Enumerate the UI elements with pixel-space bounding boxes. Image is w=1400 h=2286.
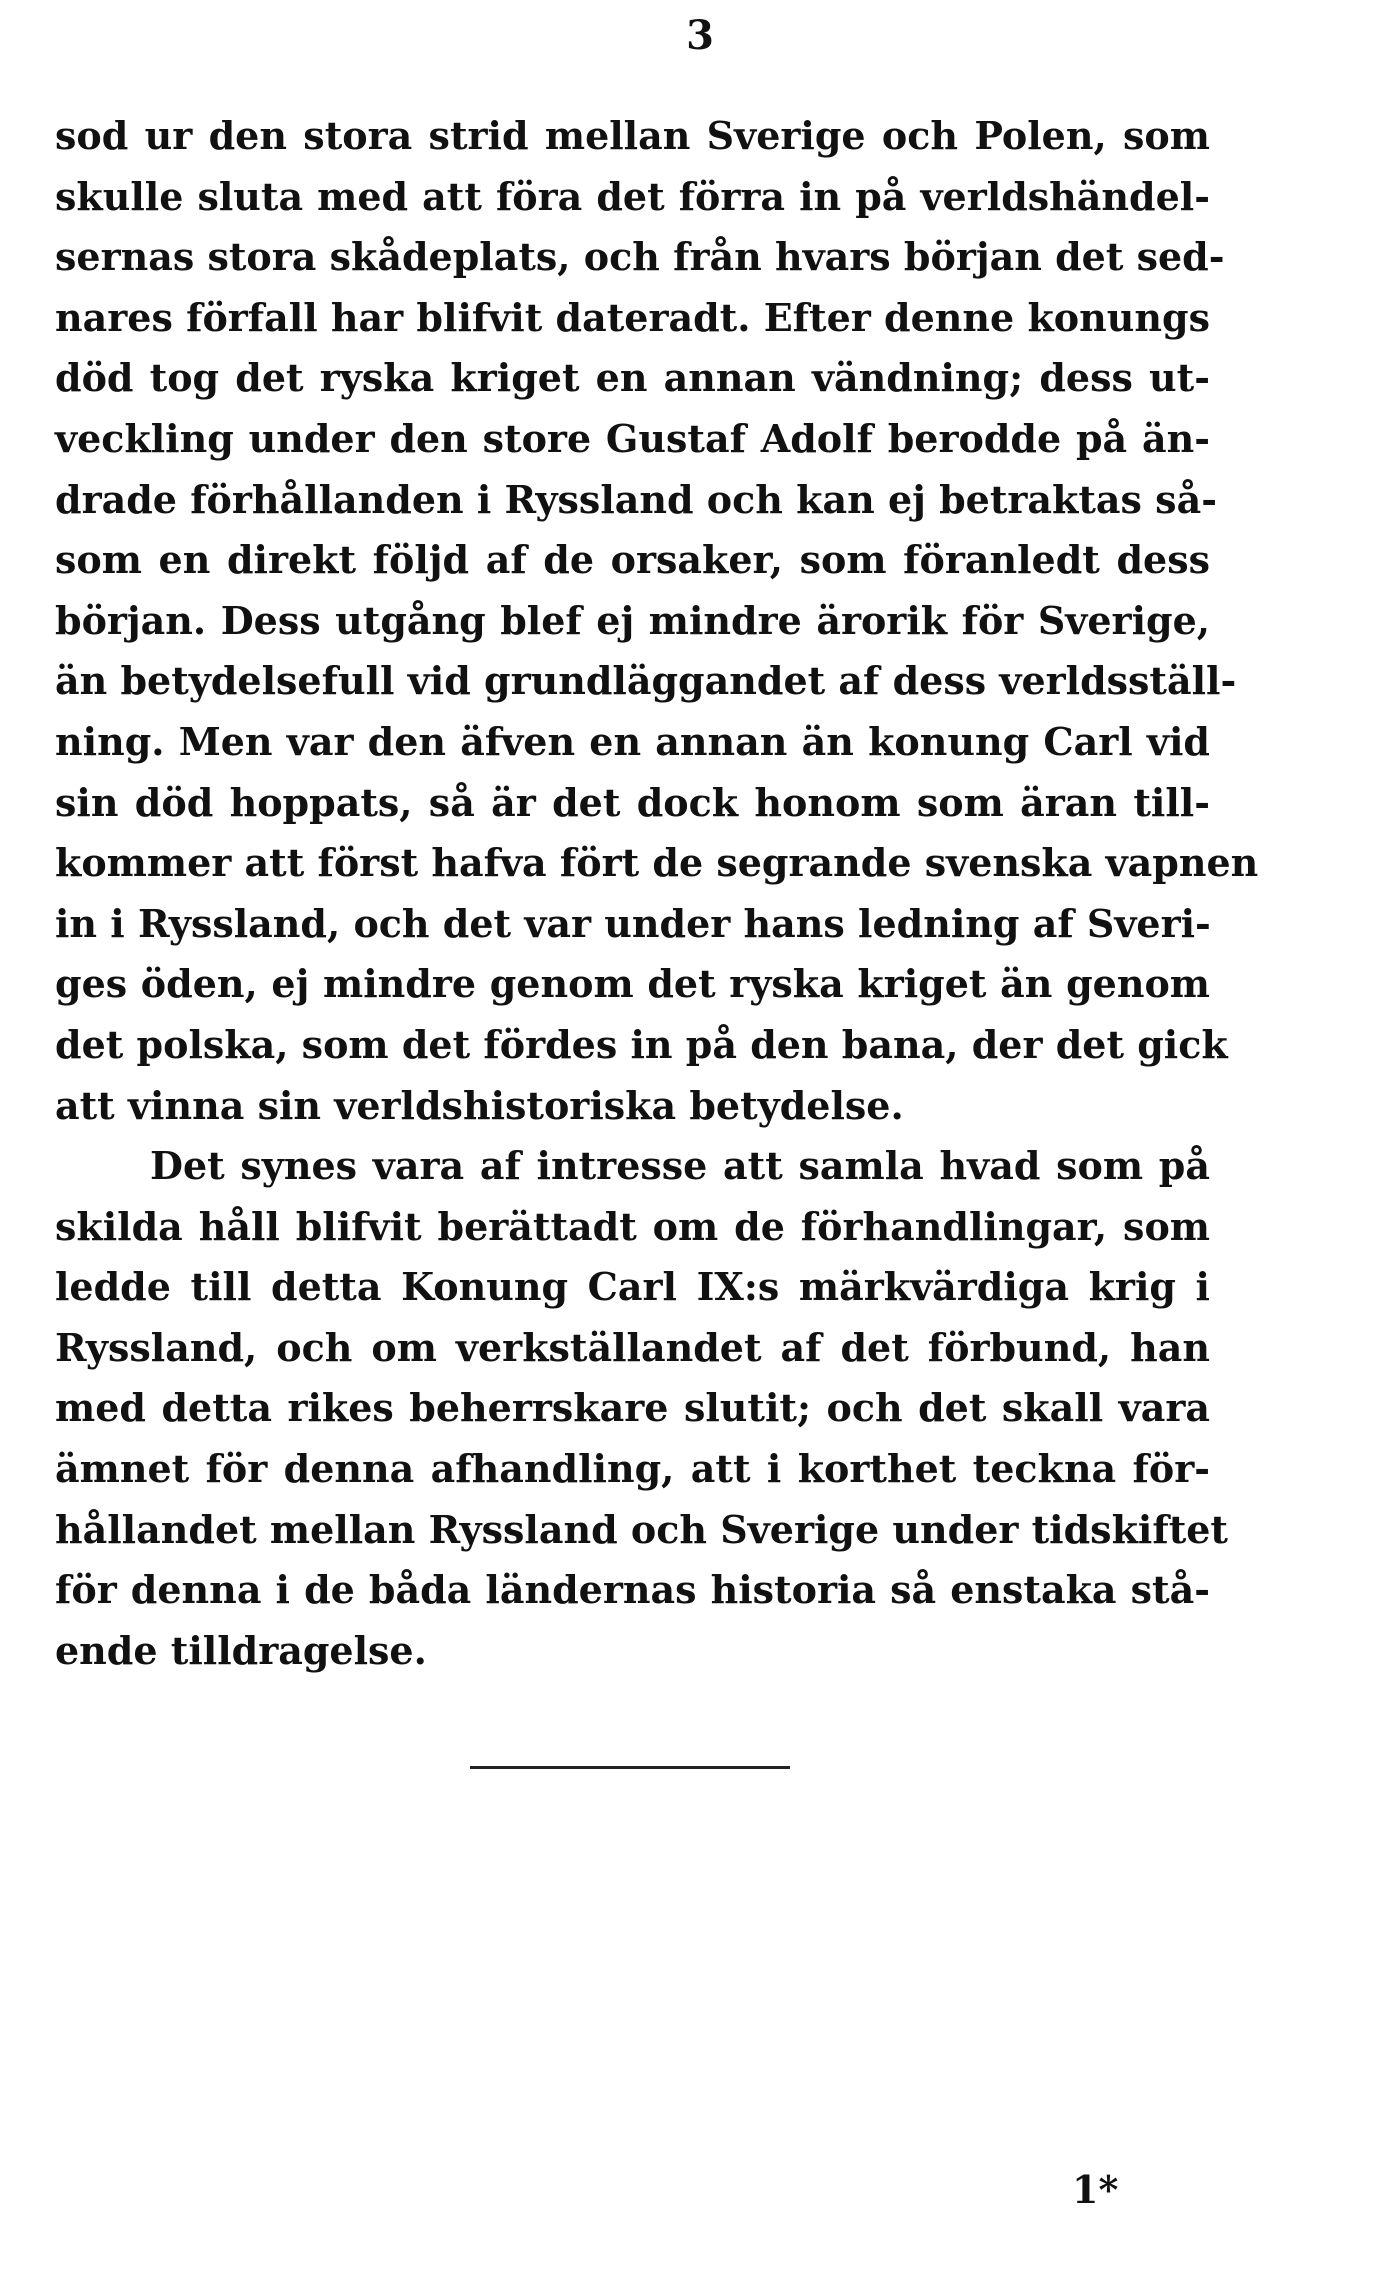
text-line: skulle sluta med att föra det förra in på verldshändel- [55,173,1210,219]
text-line: början. Dess utgång blef ej mindre ärorik för Sverige, [55,597,1210,643]
paragraph-start-line: Det synes vara af intresse att samla hvad som på [150,1143,1210,1189]
text-line: ledde till detta Konung Carl IX:s märkvärdiga krig i [55,1264,1210,1310]
body-text [55,106,1259,1681]
text-line: det polska, som det fördes in på den bana, der det gick [55,1021,1228,1067]
text-line: ges öden, ej mindre genom det ryska kriget än genom [55,961,1210,1007]
text-line: sod ur den stora strid mellan Sverige och Polen, som [55,113,1210,158]
text-line: veckling under den store Gustaf Adolf berodde på än- [55,415,1210,461]
text-line: för denna i de båda ländernas historia så enstaka stå- [55,1567,1210,1613]
text-line: än betydelsefull vid grundläggandet af dess verldsställ- [55,658,1237,704]
text-line: kommer att först hafva fört de segrande svenska vapnen [55,840,1259,886]
text-line: ning. Men var den äfven en annan än konung Carl vid [55,718,1210,764]
text-line: sernas stora skådeplats, och från hvars början det sed- [55,234,1225,280]
text-line: hållandet mellan Ryssland och Sverige under tidskiftet [55,1506,1228,1552]
text-line: Ryssland, och om verkställandet af det förbund, han [55,1324,1210,1370]
paragraph-end-line: ende tilldragelse. [55,1627,427,1673]
paragraph-end-line: att vinna sin verldshistoriska betydelse. [55,1082,904,1128]
section-divider [470,1766,790,1769]
text-line: som en direkt följd af de orsaker, som föranledt dess [55,537,1210,583]
signature-mark: 1* [1072,2167,1119,2212]
page-number: 3 [686,12,714,59]
text-line: ämnet för denna afhandling, att i korthet teckna för- [55,1446,1210,1492]
text-line: nares förfall har blifvit dateradt. Efter denne konungs [55,294,1210,340]
text-line: sin död hoppats, så är det dock honom som äran till- [55,779,1210,825]
text-line: skilda håll blifvit berättadt om de förhandlingar, som [55,1203,1210,1249]
text-line: med detta rikes beherrskare slutit; och det skall vara [55,1385,1210,1431]
text-line: in i Ryssland, och det var under hans ledning af Sveri- [55,900,1211,946]
text-line: död tog det ryska kriget en annan vändning; dess ut- [55,355,1210,401]
text-line: drade förhållanden i Ryssland och kan ej betraktas så- [55,476,1217,522]
